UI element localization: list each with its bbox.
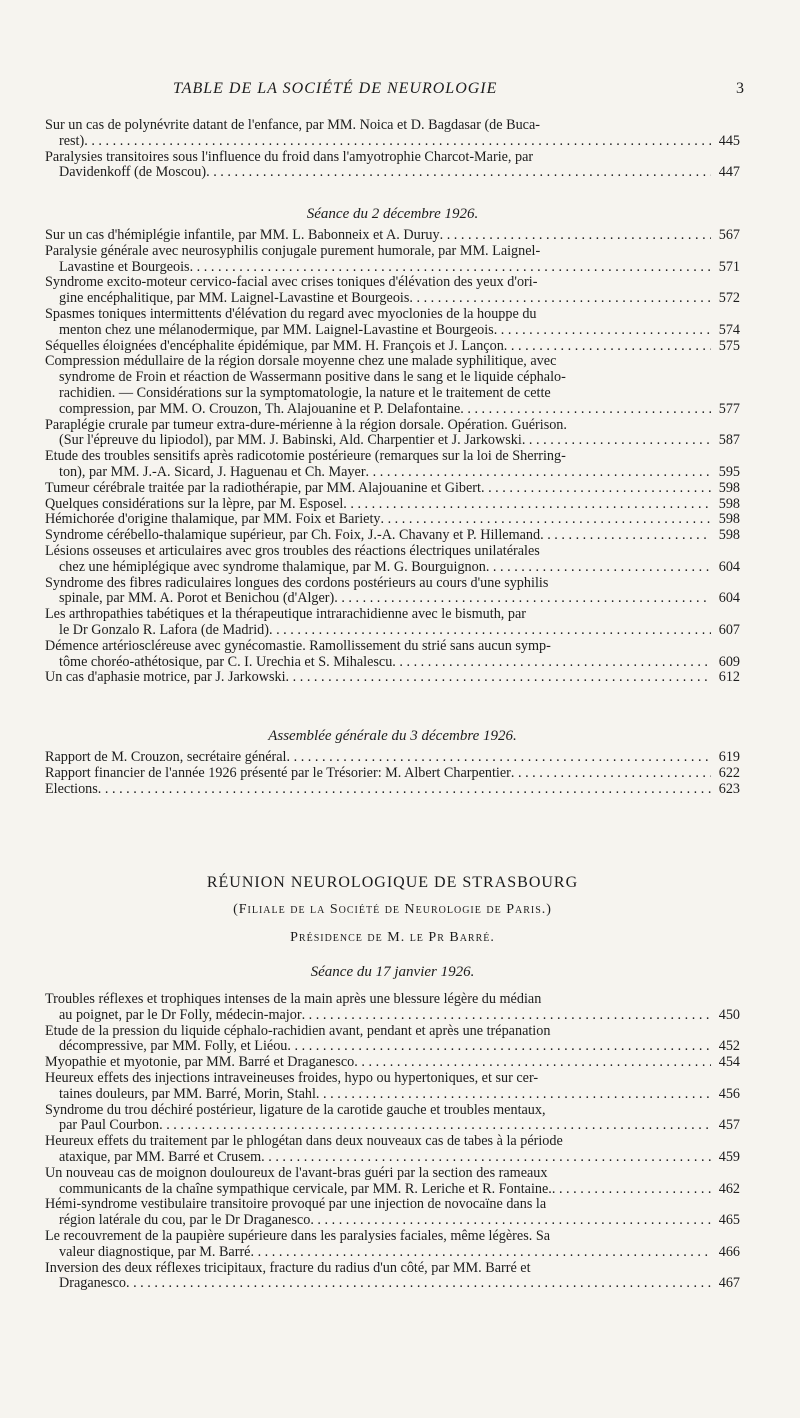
entry-last-line: [45, 1213, 740, 1229]
toc-entry: [45, 449, 740, 481]
dot-leader: [481, 481, 711, 497]
toc-entry: [45, 275, 740, 307]
strasbourg-subtitle: (Filiale de la Société de Neurologie de Paris.): [233, 902, 552, 917]
toc-entry: [45, 244, 740, 276]
toc-entry: [45, 1103, 740, 1135]
entry-text: Séquelles éloignées d'encéphalite épidémique, par MM. H. François et J. Lançon: [45, 337, 504, 354]
toc-entry: [45, 1071, 740, 1103]
entry-last-line: [45, 1276, 740, 1292]
entry-page-number: 595: [718, 463, 740, 480]
entry-first-line: Heureux effets du traitement par le phlogétan dans deux nouveaux cas de tabes à la période: [45, 1134, 563, 1150]
entry-text: communicants de la chaîne sympathique cervicale, par MM. R. Leriche et R. Fontaine.: [59, 1180, 552, 1197]
entry-text: gine encéphalitique, par MM. Laignel-Lavastine et Bourgeois: [59, 290, 410, 307]
entry-last-line: [45, 402, 740, 418]
toc-entry: [45, 670, 740, 686]
entry-text: au poignet, par le Dr Folly, médecin-major: [59, 1006, 302, 1023]
entry-last-line: [45, 339, 740, 355]
entry-last-line: [45, 260, 740, 276]
entry-last-line: [45, 591, 740, 607]
entry-text: Lavastine et Bourgeois: [59, 258, 190, 275]
entry-last-line: [45, 1245, 740, 1261]
toc-entry: [45, 1197, 740, 1229]
toc-entry: [45, 481, 740, 497]
entry-text: menton chez une mélanodermique, par MM. Laignel-Lavastine et Bourgeois: [59, 321, 494, 338]
dot-leader: [287, 1039, 710, 1055]
entry-page-number: 575: [718, 337, 740, 354]
dot-leader: [190, 260, 711, 276]
toc-entry: [45, 228, 740, 244]
entry-last-line: [45, 623, 740, 639]
dot-leader: [380, 512, 710, 528]
dot-leader: [366, 465, 711, 481]
entry-text: Tumeur cérébrale traitée par la radiothérapie, par MM. Alajouanine et Gibert: [45, 479, 481, 496]
entry-first-line: Troubles réflexes et trophiques intenses de la main après une blessure légère du médian: [45, 992, 542, 1007]
entry-page-number: 587: [718, 432, 740, 449]
entry-page-number: 462: [718, 1180, 740, 1197]
toc-entry: [45, 1134, 740, 1166]
toc-entry: [45, 766, 740, 782]
toc-entry: [45, 782, 740, 798]
entry-text: ataxique, par MM. Barré et Crusem: [59, 1148, 262, 1165]
dot-leader: [494, 323, 711, 339]
assemblee-heading: Assemblée générale du 3 décembre 1926.: [268, 728, 517, 744]
entry-text: par Paul Courbon: [59, 1117, 160, 1134]
entry-page-number: 623: [718, 780, 740, 797]
entry-text: compression, par MM. O. Crouzon, Th. Alajouanine et P. Delafontaine: [59, 400, 461, 417]
entry-first-line: Syndrome des fibres radiculaires longues des cordons postérieurs au cours d'une syphilis: [45, 575, 549, 591]
toc-entry: [45, 750, 740, 766]
toc-entry: [45, 576, 740, 608]
dot-leader: [126, 1276, 711, 1292]
entry-page-number: 452: [718, 1038, 740, 1055]
entry-page-number: 465: [718, 1212, 740, 1229]
toc-entry: [45, 607, 740, 639]
toc-entry: [45, 1055, 740, 1071]
entry-text: décompressive, par MM. Folly, et Liéou: [59, 1038, 288, 1055]
entry-last-line: [45, 433, 740, 449]
top-entries: [45, 118, 740, 181]
entry-first-line: Inversion des deux réflexes tricipitaux, fracture du radius d'un côté, par MM. Barré et: [45, 1260, 531, 1276]
toc-entry: [45, 497, 740, 513]
toc-entry: [45, 1261, 740, 1293]
dot-leader: [460, 402, 710, 418]
entry-text: taines douleurs, par MM. Barré, Morin, Stahl: [59, 1085, 316, 1102]
entry-first-line: Lésions osseuses et articulaires avec gros troubles des réactions électriques unilatérales: [45, 543, 540, 559]
entry-text: valeur diagnostique, par M. Barré: [59, 1243, 251, 1260]
entry-page-number: 622: [718, 764, 740, 781]
entry-last-line: [45, 560, 740, 576]
entry-text: Un cas d'aphasie motrice, par J. Jarkowski: [45, 669, 286, 686]
assemblee-section: [45, 722, 740, 797]
entry-text: région latérale du cou, par le Dr Draganesco: [59, 1212, 311, 1229]
dot-leader: [486, 560, 711, 576]
entry-text: Davidenkoff (de Moscou): [59, 164, 207, 181]
entry-text: Rapport financier de l'année 1926 présenté par le Trésorier: M. Albert Charpentier: [45, 764, 511, 781]
entry-text: Quelques considérations sur la lèpre, par M. Esposel: [45, 495, 344, 512]
entry-last-line: [45, 750, 740, 766]
dot-leader: [552, 1182, 711, 1198]
strasbourg-seance-heading: Séance du 17 janvier 1926.: [310, 964, 475, 980]
entry-first-line: Syndrome du trou déchiré postérieur, ligature de la carotide gauche et troubles mentaux,: [45, 1102, 546, 1118]
presidence: Présidence de M. le Pr Barré.: [290, 930, 495, 945]
dot-leader: [269, 623, 711, 639]
entry-page-number: 598: [718, 511, 740, 528]
entry-continuation-line: syndrome de Froin et réaction de Wassermann positive dans le sang et le liquide céphalo-: [59, 370, 566, 386]
dot-leader: [511, 766, 711, 782]
entry-page-number: 457: [718, 1117, 740, 1134]
entry-page-number: 604: [718, 558, 740, 575]
seance-section-1: [45, 200, 740, 686]
entry-first-line: Démence artérioscléreuse avec gynécomastie. Ramollissement du strié sans aucun symp-: [45, 638, 551, 654]
entry-last-line: [45, 228, 740, 244]
dot-leader: [159, 1118, 711, 1134]
strasbourg-entries: [45, 992, 740, 1292]
strasbourg-title: RÉUNION NEUROLOGIQUE DE STRASBOURG: [206, 874, 579, 891]
entry-page-number: 604: [718, 590, 740, 607]
entry-page-number: 612: [718, 669, 740, 686]
strasbourg-section: [45, 874, 740, 1292]
entry-page-number: 454: [718, 1054, 740, 1071]
entry-first-line: Etude de la pression du liquide céphalo-rachidien avant, pendant et après une trépanation: [45, 1023, 551, 1039]
dot-leader: [302, 1008, 711, 1024]
entry-first-line: Paralysies transitoires sous l'influence du froid dans l'amyotrophie Charcot-Marie, par: [45, 149, 534, 165]
entry-first-line: Hémi-syndrome vestibulaire transitoire provoqué par une injection de novocaïne dans la: [45, 1197, 547, 1213]
entry-first-line: Paralysie générale avec neurosyphilis conjugale purement humorale, par MM. Laignel-: [45, 243, 541, 259]
toc-entry: [45, 512, 740, 528]
dot-leader: [334, 591, 710, 607]
entry-last-line: [45, 528, 740, 544]
entry-page-number: 609: [718, 653, 740, 670]
entry-text: Myopathie et myotonie, par MM. Barré et Draganesco: [45, 1054, 355, 1071]
entry-last-line: [45, 655, 740, 671]
toc-entry: [45, 150, 740, 182]
entry-page-number: 619: [718, 749, 740, 765]
running-title: TABLE DE LA SOCIÉTÉ DE NEUROLOGIE: [173, 80, 498, 97]
entry-first-line: Syndrome excito-moteur cervico-facial avec crises toniques d'élévation des yeux d'ori-: [45, 275, 538, 291]
toc-entry: [45, 1229, 740, 1261]
entry-last-line: [45, 782, 740, 798]
entry-text: Elections: [45, 780, 98, 797]
dot-leader: [206, 165, 711, 181]
toc-entry: [45, 118, 740, 150]
entry-last-line: [45, 497, 740, 513]
entry-page-number: 567: [718, 227, 740, 243]
entry-last-line: [45, 323, 740, 339]
entry-first-line: Heureux effets des injections intraveineuses froides, hypo ou hypertoniques, et sur cer-: [45, 1070, 539, 1086]
entry-first-line: Les arthropathies tabétiques et la thérapeutique intrarachidienne avec le bismuth, par: [45, 607, 526, 623]
toc-entry: [45, 307, 740, 339]
dot-leader: [316, 1087, 711, 1103]
entry-page-number: 459: [718, 1148, 740, 1165]
dot-leader: [310, 1213, 710, 1229]
dot-leader: [250, 1245, 710, 1261]
entry-page-number: 574: [718, 321, 740, 338]
entry-page-number: 598: [718, 495, 740, 512]
entry-text: (Sur l'épreuve du lipiodol), par MM. J. Babinski, Ald. Charpentier et J. Jarkowski: [59, 432, 522, 449]
entry-page-number: 447: [718, 164, 740, 181]
dot-leader: [540, 528, 711, 544]
entry-last-line: [45, 1039, 740, 1055]
entry-last-line: [45, 165, 740, 181]
page-number: 3: [736, 80, 745, 97]
dot-leader: [343, 497, 710, 513]
entry-last-line: [45, 1182, 740, 1198]
entry-text: Sur un cas d'hémiplégie infantile, par MM. L. Babonneix et A. Duruy: [45, 227, 440, 243]
entry-continuation-line: rachidien. — Considérations sur la symptomatologie, la nature et le traitement de cette: [59, 385, 551, 401]
dot-leader: [286, 670, 711, 686]
entry-page-number: 571: [718, 258, 740, 275]
entry-first-line: Compression médullaire de la région dorsale moyenne chez une malade syphilitique, avec: [45, 354, 557, 370]
seance-entries: [45, 228, 740, 686]
entry-last-line: [45, 1118, 740, 1134]
entry-page-number: 577: [718, 400, 740, 417]
entry-first-line: Etude des troubles sensitifs après radicotomie postérieure (remarques sur la loi de Sherring-: [45, 449, 566, 465]
entry-text: Syndrome cérébello-thalamique supérieur, par Ch. Foix, J.-A. Chavany et P. Hillemand: [45, 527, 541, 544]
entry-first-line: Un nouveau cas de moignon douloureux de l'avant-bras guéri par la section des rameaux: [45, 1165, 548, 1181]
toc-entry: [45, 639, 740, 671]
toc-entry: [45, 418, 740, 450]
entry-last-line: [45, 1087, 740, 1103]
entry-last-line: [45, 465, 740, 481]
entry-last-line: [45, 1008, 740, 1024]
entry-text: Hémichorée d'origine thalamique, par MM. Foix et Bariety: [45, 511, 381, 528]
dot-leader: [287, 750, 711, 766]
entry-last-line: [45, 1055, 740, 1071]
toc-entry: [45, 528, 740, 544]
entry-first-line: Le recouvrement de la paupière supérieure dans les paralysies faciales, même légères. Sa: [45, 1228, 551, 1244]
dot-leader: [409, 291, 710, 307]
entry-text: Draganesco: [59, 1275, 126, 1292]
entry-text: chez une hémiplégique avec syndrome thalamique, par M. G. Bourguignon: [59, 558, 486, 575]
dot-leader: [504, 339, 711, 355]
entry-first-line: Paraplégie crurale par tumeur extra-dure-mérienne à la région dorsale. Opération. Guérison.: [45, 417, 567, 433]
entry-text: le Dr Gonzalo R. Lafora (de Madrid): [59, 621, 269, 638]
entry-text: spinale, par MM. A. Porot et Benichou (d'Alger): [59, 590, 335, 607]
entry-page-number: 467: [718, 1275, 740, 1292]
toc-entry: [45, 992, 740, 1024]
dot-leader: [392, 655, 710, 671]
entry-page-number: 607: [718, 621, 740, 638]
entry-text: tôme choréo-athétosique, par C. I. Urechia et S. Mihalescu: [59, 653, 393, 670]
dot-leader: [84, 134, 711, 150]
seance-heading: Séance du 2 décembre 1926.: [306, 206, 479, 222]
toc-entry: [45, 544, 740, 576]
dot-leader: [261, 1150, 711, 1166]
entry-last-line: [45, 134, 740, 150]
entry-page-number: 598: [718, 479, 740, 496]
entry-last-line: [45, 291, 740, 307]
toc-entry: [45, 1024, 740, 1056]
entry-text: rest): [59, 132, 85, 149]
entry-first-line: Spasmes toniques intermittents d'élévation du regard avec myoclonies de la houppe du: [45, 306, 537, 322]
entry-page-number: 450: [718, 1006, 740, 1023]
entry-last-line: [45, 481, 740, 497]
entry-page-number: 572: [718, 290, 740, 307]
entry-page-number: 445: [718, 132, 740, 149]
dot-leader: [522, 433, 711, 449]
entry-text: ton), par MM. J.-A. Sicard, J. Haguenau et Ch. Mayer: [59, 463, 366, 480]
dot-leader: [98, 782, 711, 798]
entry-last-line: [45, 670, 740, 686]
toc-entry: [45, 339, 740, 355]
entry-last-line: [45, 512, 740, 528]
entry-text: Rapport de M. Crouzon, secrétaire général: [45, 749, 287, 765]
toc-entry: [45, 1166, 740, 1198]
entry-page-number: 598: [718, 527, 740, 544]
entry-last-line: [45, 766, 740, 782]
dot-leader: [440, 228, 711, 244]
running-header: [45, 80, 745, 104]
entry-last-line: [45, 1150, 740, 1166]
entry-page-number: 456: [718, 1085, 740, 1102]
toc-entry: [45, 354, 740, 417]
assemblee-entries: [45, 750, 740, 797]
entry-page-number: 466: [718, 1243, 740, 1260]
entry-first-line: Sur un cas de polynévrite datant de l'enfance, par MM. Noica et D. Bagdasar (de Buca-: [45, 118, 540, 133]
dot-leader: [354, 1055, 710, 1071]
